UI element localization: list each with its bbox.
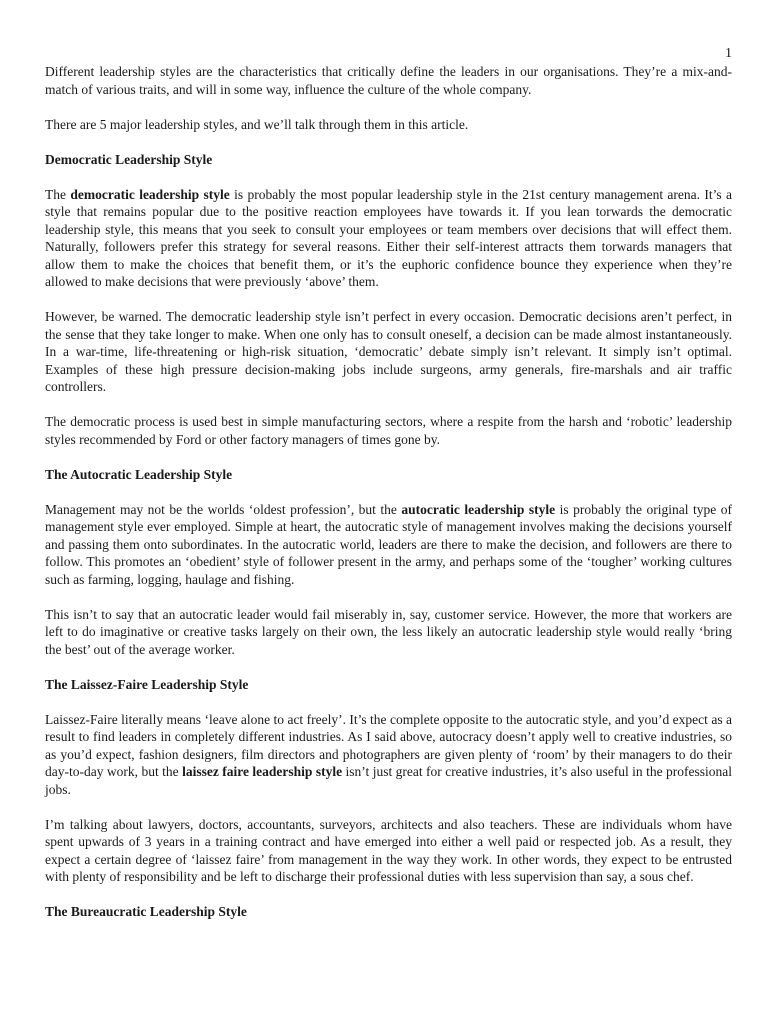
laissez-faire-paragraph-1 [45,711,732,799]
autocratic-heading: The Autocratic Leadership Style [45,466,233,482]
autocratic-p1-bold: autocratic leadership style [401,501,556,517]
laissez-faire-heading: The Laissez-Faire Leadership Style [45,676,249,692]
intro-paragraph-1: Different leadership styles are the characteristics that critically define the leaders in our organisations. They’re a mix-and-match of various traits, and will in some way, influence the culture of the whole company. [45,64,732,97]
democratic-heading: Democratic Leadership Style [45,151,213,167]
intro-paragraph-2: There are 5 major leadership styles, and we’ll talk through them in this article. [45,116,469,132]
laissez-faire-paragraph-2: I’m talking about lawyers, doctors, accountants, surveyors, architects and also teachers. These are individuals whom have spent upwards of 3 years in a training contract and have emerged into either a well paid or respected job. As a result, they expect a certain degree of ‘laissez faire’ from management in the way they work. In other words, they expect to be entrusted with plenty of responsibility and be left to discharge their professional duties with less supervision than say, a sous chef. [45,816,732,884]
laissez-faire-p1-pre: Laissez-Faire literally means ‘leave alone to act freely’. It’s the complete opposite to the autocratic style, and you’d expect as a result to find leaders in completely different industries. As I said above, autocracy doesn’t apply well to creative industries, so as you’d expect, fashion designers, film directors and photographers are given plenty of ‘room’ by their managers to do their day-to-day work, but the [45,711,732,779]
bureaucratic-heading: The Bureaucratic Leadership Style [45,904,247,919]
laissez-faire-p1-post: isn’t just great for creative industries, it’s also useful in the professional jobs. [45,764,733,797]
democratic-p1-pre: The [45,186,71,202]
democratic-paragraph-3: The democratic process is used best in simple manufacturing sectors, where a respite from the harsh and ‘robotic’ leadership styles recommended by Ford or other factory managers of times gone by. [45,414,732,447]
democratic-p1-post: is probably the most popular leadership style in the 21st century management arena. It’s a style that remains popular due to the positive reaction employees have towards it. If you lean torwards the democratic leadership style, this means that you seek to consult your employees or team members over decisions that will effect them. Naturally, followers prefer this strategy for several reasons. Either their self-interest attracts them torwards managers that allow them to make the choices that benefit them, or it’s the euphoric confidence bounce they experience when they’re allowed to make decisions that were previously ‘above’ them. [45,186,732,289]
autocratic-p1-pre: Management may not be the worlds ‘oldest profession’, but the [45,501,402,517]
democratic-paragraph-1 [45,186,732,291]
autocratic-paragraph-1 [45,501,732,589]
democratic-paragraph-2: However, be warned. The democratic leadership style isn’t perfect in every occasion. Democratic decisions aren’t perfect, in the sense that they take longer to make. When one only has to consult oneself, a decision can be made almost instantaneously. In a war-time, life-threatening or high-risk situation, ‘democratic’ debate simply isn’t relevant. It simply isn’t optimal. Examples of these high pressure decision-making jobs include surgeons, army generals, fire-marshals and air traffic controllers. [45,309,732,394]
autocratic-paragraph-2: This isn’t to say that an autocratic leader would fail miserably in, say, customer service. However, the more that workers are left to do imaginative or creative tasks largely on their own, the less likely an autocratic leadership style would really ‘bring the best’ out of the average worker. [45,606,732,657]
page-number: 1 [725,46,732,61]
democratic-p1-bold: democratic leadership style [70,186,230,202]
laissez-faire-p1-bold: laissez faire leadership style [182,764,343,779]
autocratic-p1-post: is probably the original type of management style ever employed. Simple at heart, the autocratic style of management involves making the decisions yourself and passing them onto subordinates. In the autocratic world, leaders are there to make the decision, and followers are there to follow. This promotes an ‘obedient’ style of follower present in the army, and perhaps some of the ‘tougher’ working cultures such as farming, logging, haulage and fishing. [45,501,732,587]
document-body [45,63,732,938]
